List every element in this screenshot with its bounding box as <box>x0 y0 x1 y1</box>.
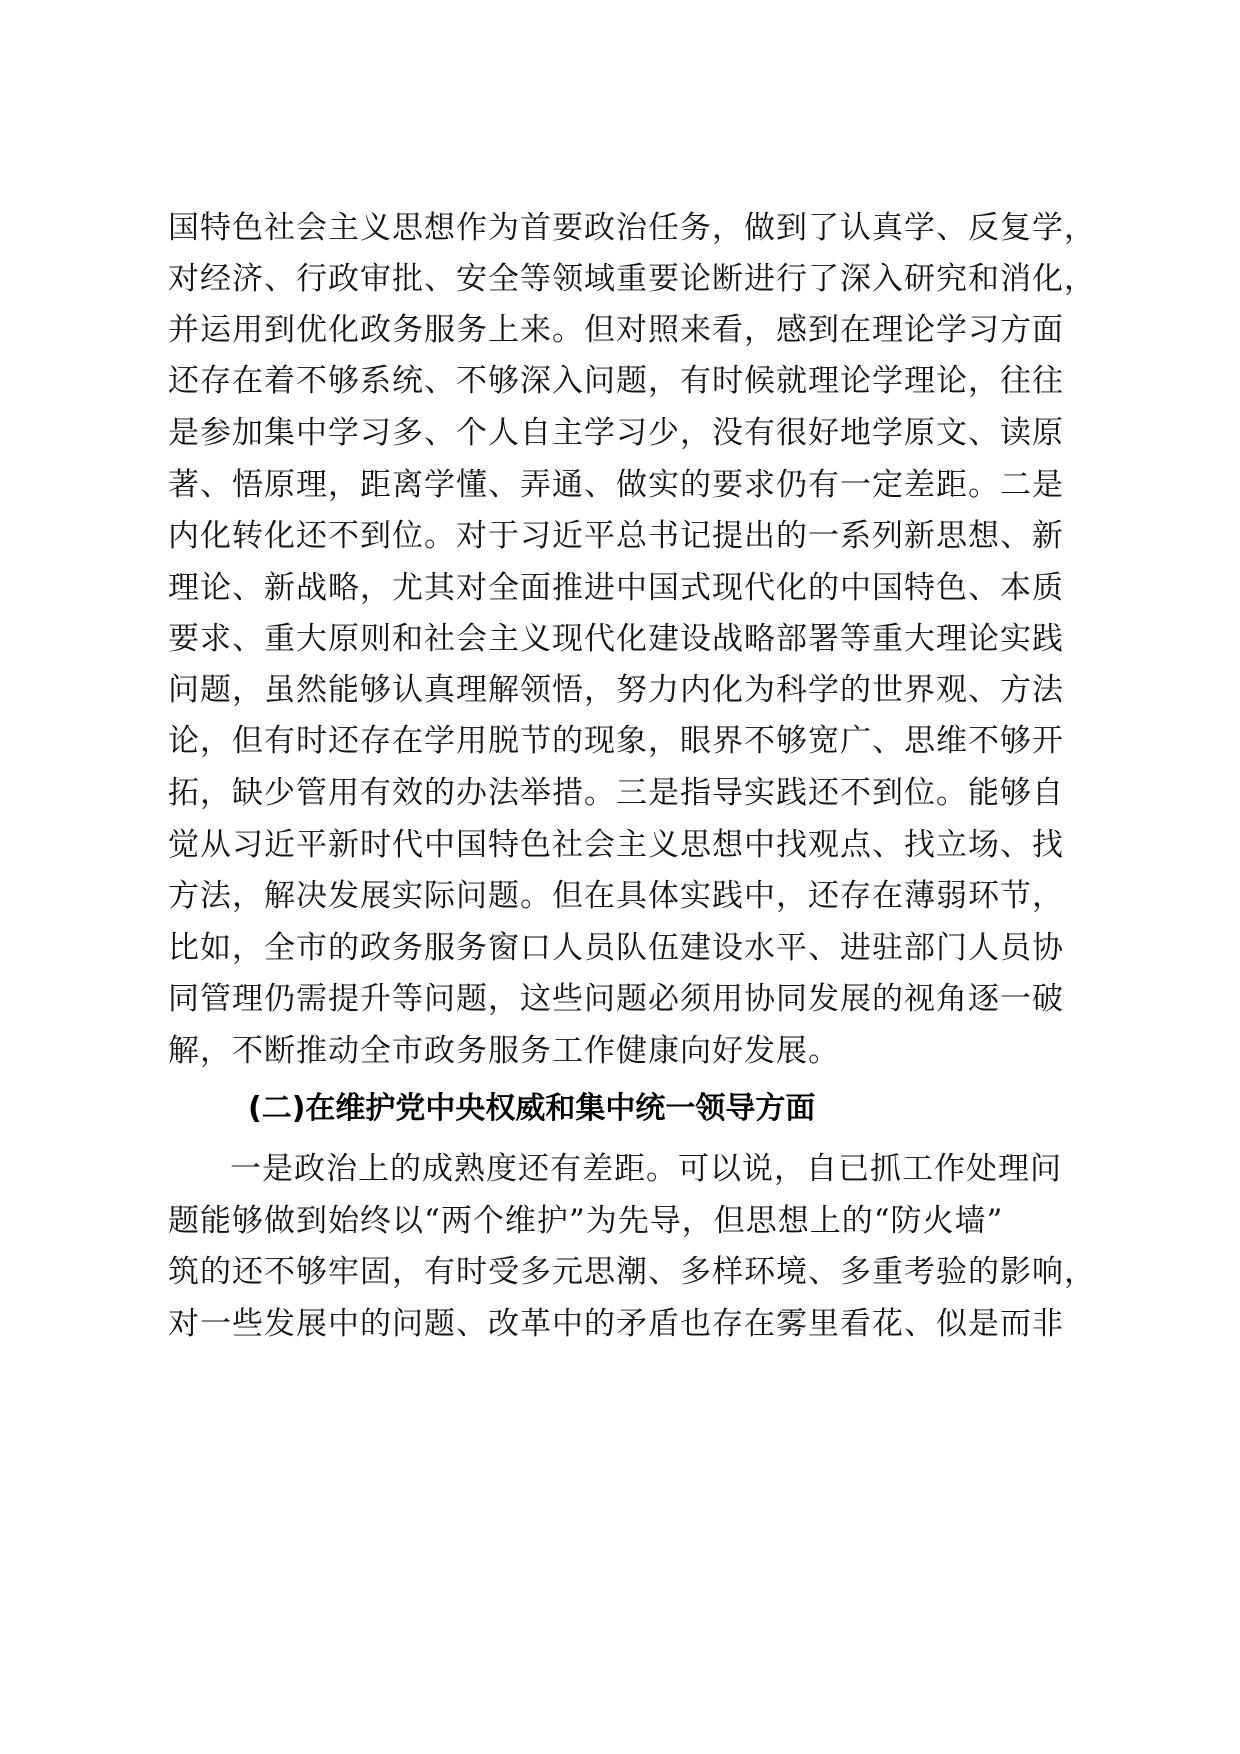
paragraph-line: 解，不断推动全市政务服务工作健康向好发展。 <box>168 1033 840 1069</box>
paragraph-line: 觉从习近平新时代中国特色社会主义思想中找观点、找立场、找 <box>168 827 1064 863</box>
section-heading: (二)在维护党中央权威和集中统一领导方面 <box>248 1091 816 1126</box>
paragraph-line: 方法，解决发展实际问题。但在具体实践中，还存在薄弱环节， <box>168 878 1064 914</box>
paragraph-line: 拓，缺少管用有效的办法举措。三是指导实践还不到位。能够自 <box>168 775 1064 811</box>
paragraph-line: 对经济、行政审批、安全等领域重要论断进行了深入研究和消化， <box>168 261 1096 297</box>
paragraph-line: 还存在着不够系统、不够深入问题，有时候就理论学理论，往往 <box>168 363 1064 399</box>
paragraph-line: 筑的还不够牢固，有时受多元思潮、多样环境、多重考验的影响， <box>168 1254 1096 1290</box>
paragraph-line: 要求、重大原则和社会主义现代化建设战略部署等重大理论实践 <box>168 621 1064 657</box>
paragraph-line: 同管理仍需提升等问题，这些问题必须用协同发展的视角逐一破 <box>168 981 1064 1017</box>
paragraph-line: 一是政治上的成熟度还有差距。可以说，自已抓工作处理问 <box>230 1151 1062 1187</box>
paragraph-line: 理论、新战略，尤其对全面推进中国式现代化的中国特色、本质 <box>168 570 1064 606</box>
paragraph-line: 比如，全市的政务服务窗口人员队伍建设水平、进驻部门人员协 <box>168 930 1064 966</box>
paragraph-line: 对一些发展中的问题、改革中的矛盾也存在雾里看花、似是而非 <box>168 1306 1064 1342</box>
paragraph-line: 国特色社会主义思想作为首要政治任务，做到了认真学、反复学， <box>168 210 1096 246</box>
paragraph-line: 内化转化还不到位。对于习近平总书记提出的一系列新思想、新 <box>168 518 1064 554</box>
paragraph-line: 著、悟原理，距离学懂、弄通、做实的要求仍有一定差距。二是 <box>168 467 1064 503</box>
paragraph-line: 并运用到优化政务服务上来。但对照来看，感到在理论学习方面 <box>168 312 1064 348</box>
paragraph-line: 是参加集中学习多、个人自主学习少，没有很好地学原文、读原 <box>168 415 1064 451</box>
paragraph-line: 问题，虽然能够认真理解领悟，努力内化为科学的世界观、方法 <box>168 672 1064 708</box>
paragraph-line: 论，但有时还存在学用脱节的现象，眼界不够宽广、思维不够开 <box>168 723 1064 759</box>
paragraph-line: 题能够做到始终以“两个维护”为先导，但思想上的“防火墙” <box>168 1203 1004 1239</box>
